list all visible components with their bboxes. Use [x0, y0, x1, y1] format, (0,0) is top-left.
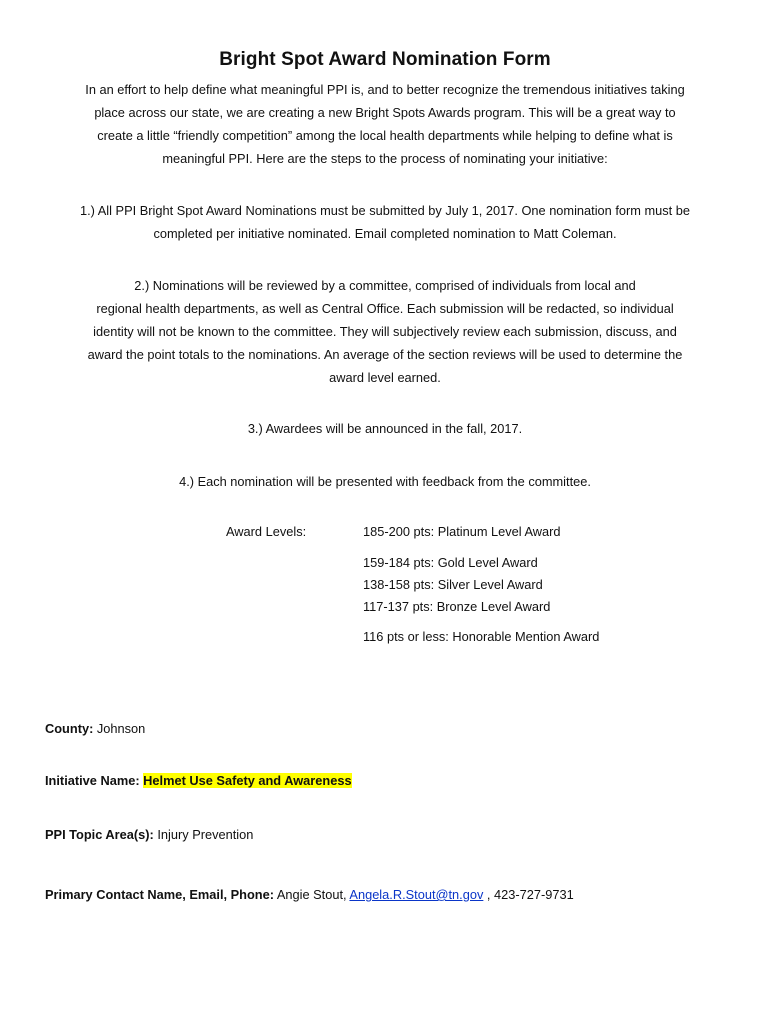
initiative-value: Helmet Use Safety and Awareness [143, 773, 352, 788]
award-level-bronze: 117-137 pts: Bronze Level Award [363, 599, 551, 614]
award-level-silver: 138-158 pts: Silver Level Award [363, 577, 543, 592]
intro-paragraph [30, 78, 740, 170]
county-label: County: [45, 721, 94, 736]
step-2-line: regional health departments, as well as Central Office. Each submission will be redacted, so individual [96, 301, 674, 316]
step-4-text: 4.) Each nomination will be presented with feedback from the committee. [179, 474, 591, 489]
contact-label: Primary Contact Name, Email, Phone: [45, 887, 274, 902]
topic-field [45, 827, 253, 842]
award-level-gold: 159-184 pts: Gold Level Award [363, 555, 538, 570]
step-1 [20, 199, 750, 245]
step-2 [30, 274, 740, 389]
form-title: Bright Spot Award Nomination Form [219, 49, 551, 70]
initiative-field [45, 773, 352, 788]
topic-label: PPI Topic Area(s): [45, 827, 154, 842]
intro-line: place across our state, we are creating a new Bright Spots Awards program. This will be a great way to [94, 105, 676, 120]
award-levels-label: Award Levels: [226, 524, 307, 539]
intro-line: meaningful PPI. Here are the steps to the process of nominating your initiative: [162, 151, 608, 166]
contact-field [45, 887, 574, 902]
step-1-line: 1.) All PPI Bright Spot Award Nominations must be submitted by July 1, 2017. One nomination form must be [79, 203, 691, 218]
intro-line: In an effort to help define what meaningful PPI is, and to better recognize the tremendous initiatives taking [85, 82, 685, 97]
step-2-line: award the point totals to the nominations. An average of the section reviews will be used to determine the [87, 347, 683, 362]
step-3-text: 3.) Awardees will be announced in the fall, 2017. [247, 421, 523, 436]
step-4 [30, 470, 740, 493]
step-2-line: award level earned. [329, 370, 441, 385]
county-value: Johnson [93, 721, 146, 736]
topic-value: Injury Prevention [153, 827, 254, 842]
step-2-line: identity will not be known to the committee. They will subjectively review each submission, discuss, and [93, 324, 677, 339]
award-level-honorable: 116 pts or less: Honorable Mention Award [363, 629, 600, 644]
award-level-platinum: 185-200 pts: Platinum Level Award [363, 524, 561, 539]
contact-phone: , 423-727-9731 [483, 887, 574, 902]
initiative-label: Initiative Name: [45, 773, 140, 788]
intro-line: create a little “friendly competition” among the local health departments while helping to define what is [97, 128, 673, 143]
step-3 [30, 417, 740, 440]
county-field [45, 721, 145, 736]
contact-email-link[interactable]: Angela.R.Stout@tn.gov [349, 887, 484, 902]
step-2-line: 2.) Nominations will be reviewed by a committee, comprised of individuals from local and [134, 278, 636, 293]
step-1-line: completed per initiative nominated. Email completed nomination to Matt Coleman. [153, 226, 617, 241]
contact-name: Angie Stout, [274, 887, 350, 902]
